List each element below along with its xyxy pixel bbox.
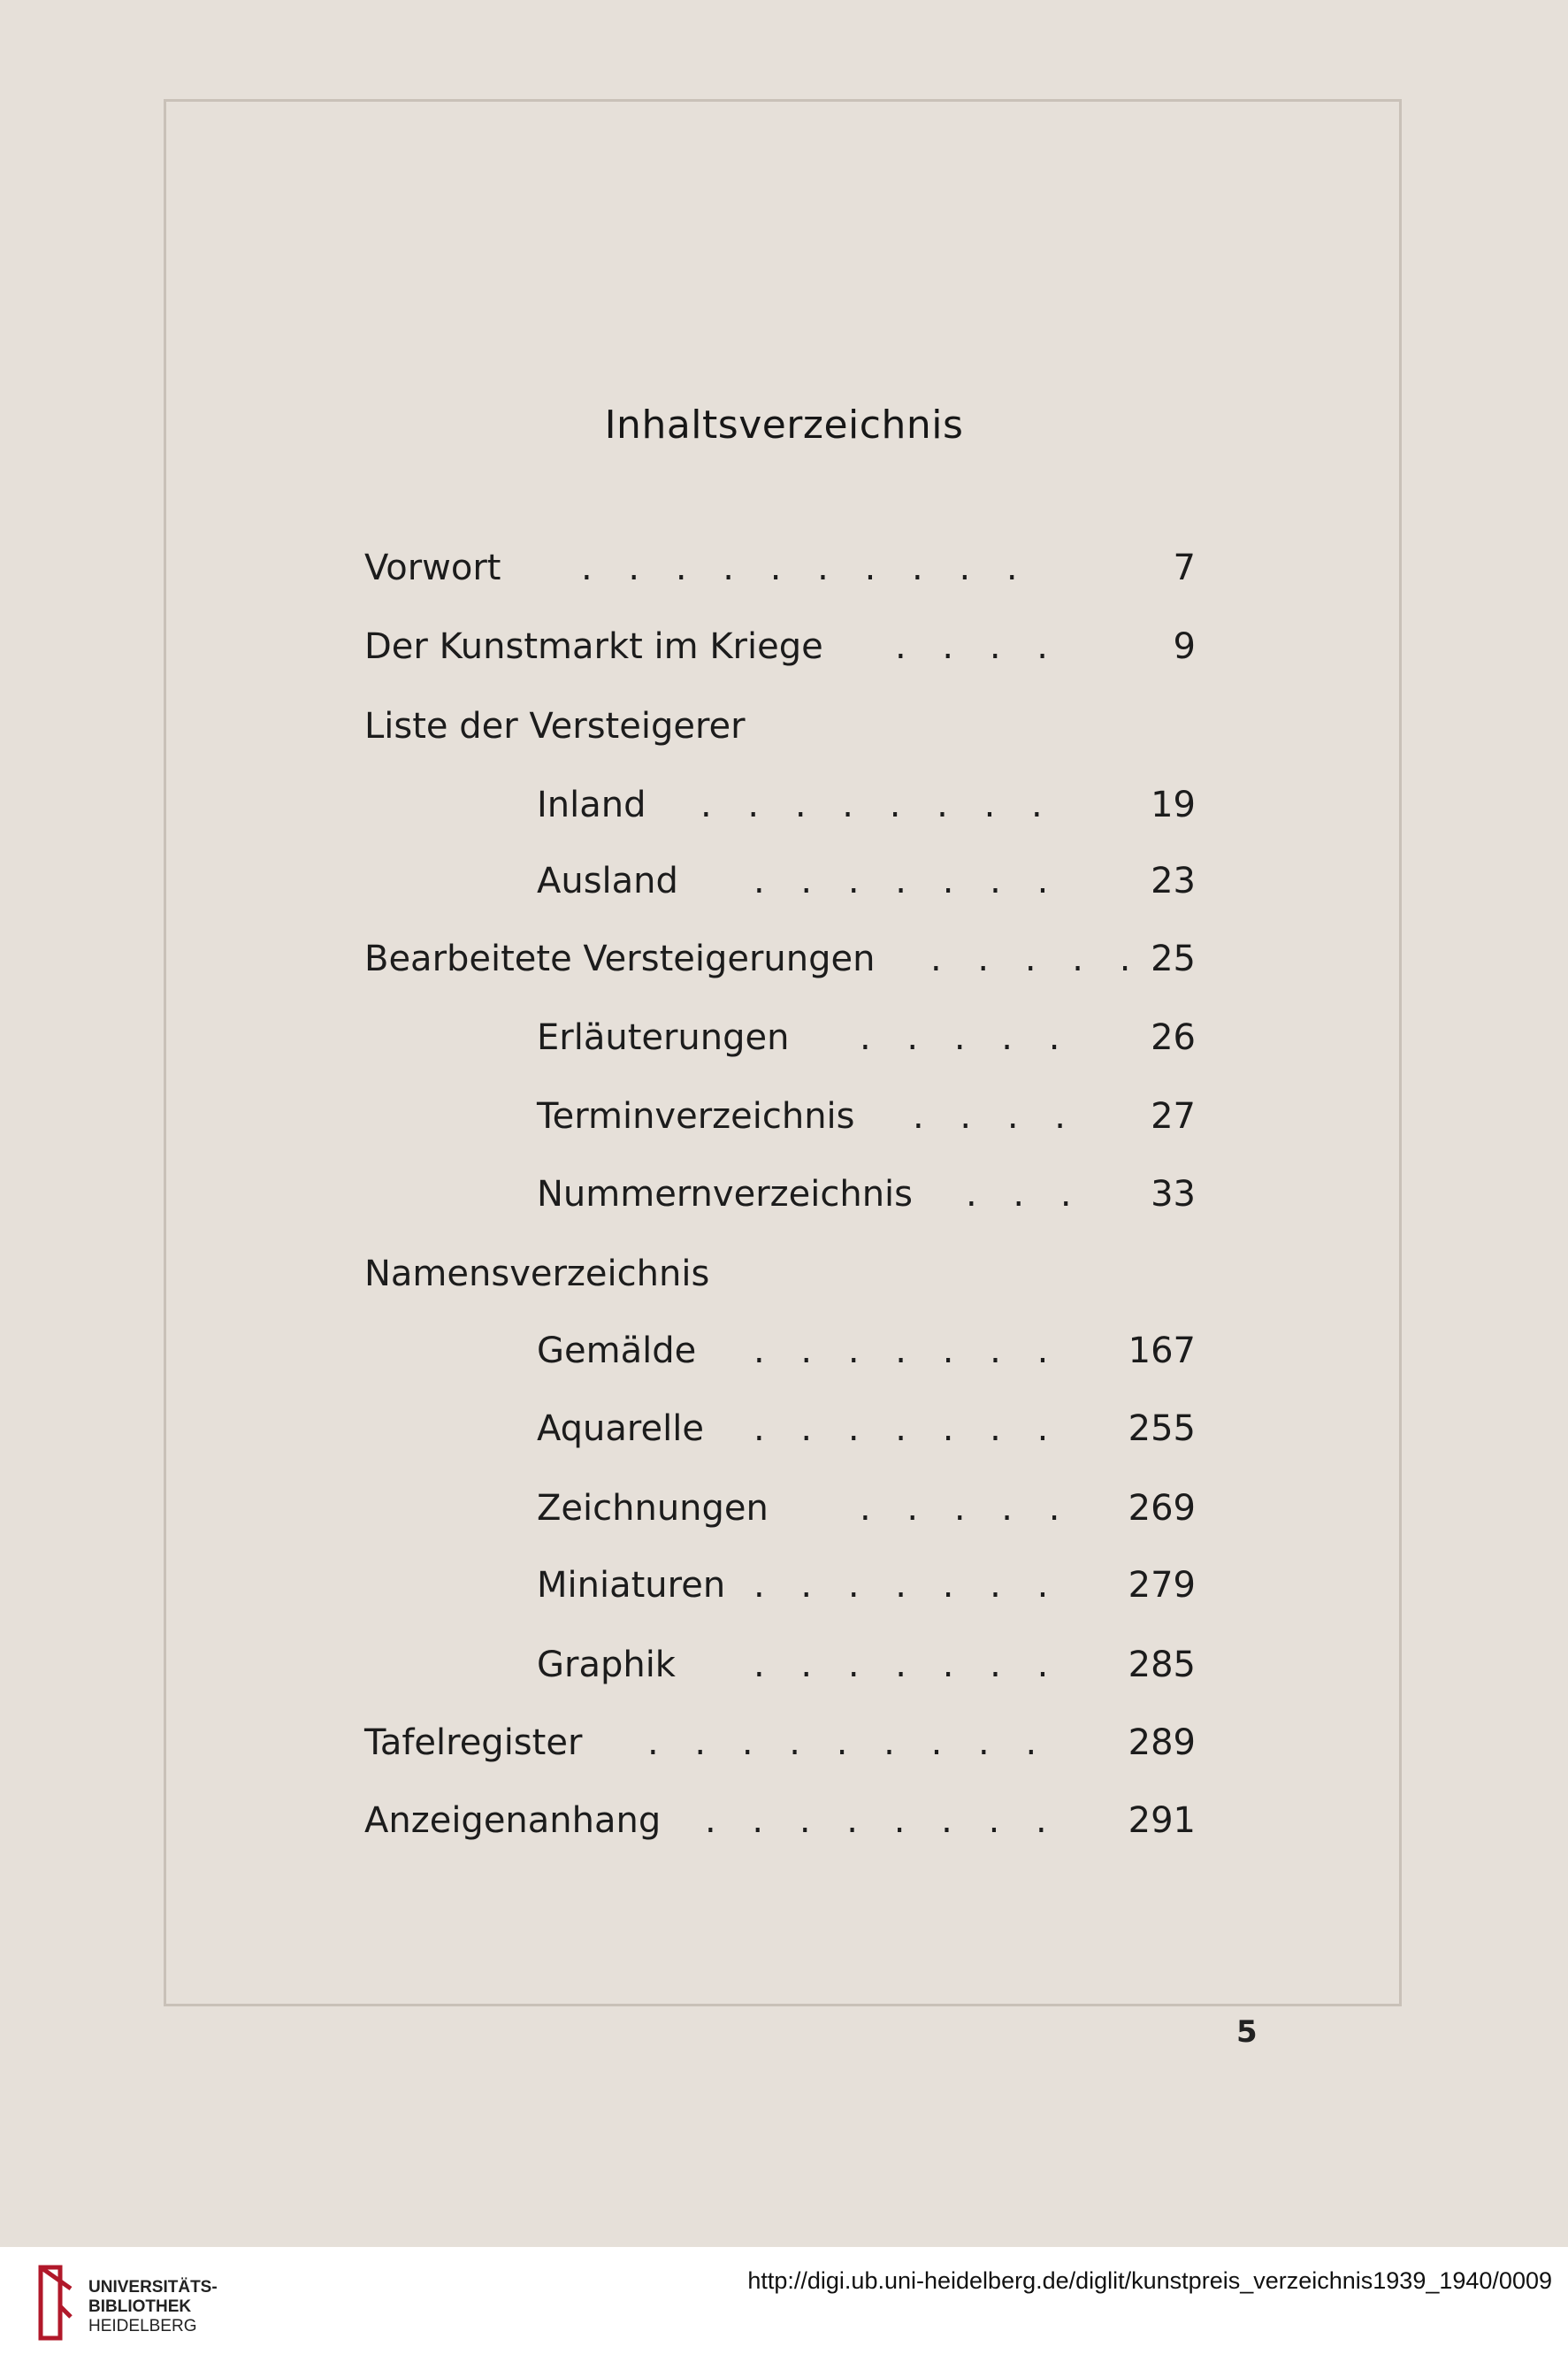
toc-leader-dots: . . . . . . . . [705,1800,1059,1841]
toc-entry-label: Tafelregister [364,1722,583,1763]
toc-entry-page: 9 [1173,626,1196,667]
toc-entry [537,1011,1196,1064]
toc-entry-page: 7 [1173,548,1196,588]
library-name-line-3: HEIDELBERG [88,2317,197,2335]
toc-entry-page: 269 [1128,1488,1196,1529]
toc-entry-label: Liste der Versteigerer [364,706,746,747]
toc-entry-page: 26 [1151,1017,1196,1058]
toc-entry [364,1794,1196,1847]
toc-title: Inhaltsverzeichnis [604,403,964,448]
toc-entry-page: 285 [1128,1645,1196,1685]
toc-entry-label: Nummernverzeichnis [537,1174,913,1215]
toc-entry [364,932,1196,985]
toc-entry [537,1168,1196,1221]
page-number: 5 [1236,2014,1258,2050]
toc-entry-page: 167 [1128,1331,1196,1371]
toc-entry-label: Terminverzeichnis [537,1096,855,1137]
toc-entry [364,620,1196,673]
toc-leader-dots: . . . . . [860,1017,1073,1058]
toc-entry [537,1559,1196,1612]
toc-entry-label: Ausland [537,861,678,901]
toc-leader-dots: . . . . [913,1096,1079,1137]
toc-entry [537,1482,1196,1535]
toc-entry [537,1638,1196,1691]
toc-leader-dots: . . . . . . . [753,1565,1061,1606]
toc-leader-dots: . . . . . . . . . . [581,548,1030,588]
toc-entry [537,855,1196,908]
toc-entry-page: 25 [1151,939,1196,979]
library-logo-icon [35,2262,76,2343]
toc-entry [364,700,1196,753]
toc-entry [364,1247,1196,1300]
toc-entry-label: Bearbeitete Versteigerungen [364,939,876,979]
toc-leader-dots: . . . . . . . [753,861,1061,901]
toc-entry-page: 289 [1128,1722,1196,1763]
toc-entry [537,1324,1196,1377]
toc-entry [537,778,1196,832]
toc-leader-dots: . . . . . . . [753,1645,1061,1685]
toc-leader-dots: . . . . . . . . . [647,1722,1050,1763]
toc-leader-dots: . . . . . [930,939,1143,979]
source-url-link[interactable]: http://digi.ub.uni-heidelberg.de/diglit/kunstpreis_verzeichnis1939_1940/0009 [747,2267,1552,2294]
toc-entry [364,541,1196,594]
toc-entry-label: Anzeigenanhang [364,1800,662,1841]
toc-leader-dots: . . . . . . . [753,1331,1061,1371]
toc-entry-label: Gemälde [537,1331,697,1371]
toc-entry-page: 27 [1151,1096,1196,1137]
toc-entry-label: Zeichnungen [537,1488,769,1529]
toc-leader-dots: . . . . [895,626,1061,667]
toc-entry-label: Vorwort [364,548,501,588]
toc-entry [364,1716,1196,1769]
toc-entry [537,1402,1196,1455]
toc-leader-dots: . . . . . [860,1488,1073,1529]
toc-entry-label: Aquarelle [537,1408,704,1449]
toc-leader-dots: . . . . . . . . [700,785,1055,825]
toc-entry-label: Graphik [537,1645,676,1685]
toc-entry [537,1090,1196,1143]
toc-entry-label: Namensverzeichnis [364,1254,710,1294]
toc-entry-page: 33 [1151,1174,1196,1215]
toc-entry-label: Inland [537,785,646,825]
library-name-line-2: BIBLIOTHEK [88,2297,192,2316]
toc-entry-label: Der Kunstmarkt im Kriege [364,626,823,667]
toc-entry-page: 19 [1151,785,1196,825]
toc-leader-dots: . . . . . . . [753,1408,1061,1449]
toc-entry-page: 255 [1128,1408,1196,1449]
toc-entry-label: Erläuterungen [537,1017,790,1058]
toc-entry-label: Miniaturen [537,1565,726,1606]
footer-bar [0,2247,1568,2362]
toc-leader-dots: . . . [966,1174,1084,1215]
toc-entry-page: 23 [1151,861,1196,901]
toc-entry-page: 291 [1128,1800,1196,1841]
library-name-line-1: UNIVERSITÄTS- [88,2278,218,2297]
toc-entry-page: 279 [1128,1565,1196,1606]
